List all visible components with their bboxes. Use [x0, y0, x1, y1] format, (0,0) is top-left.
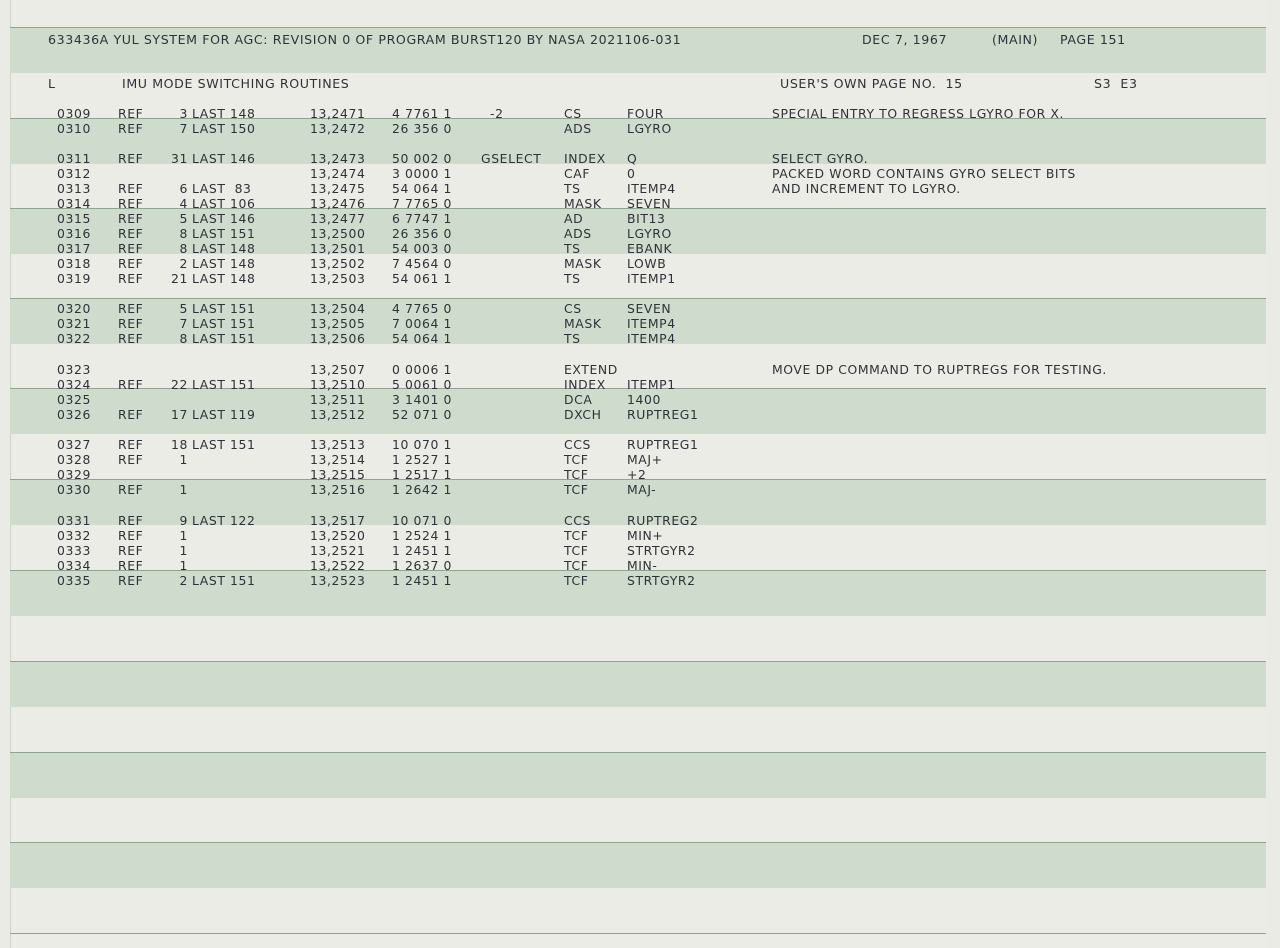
last-ref: LAST 151: [192, 331, 256, 346]
line-number: 0329: [57, 467, 91, 482]
octal-code: 54 064 1: [392, 181, 452, 196]
operand: LGYRO: [627, 226, 672, 241]
comment: PACKED WORD CONTAINS GYRO SELECT BITS: [772, 166, 1076, 181]
opcode: DCA: [564, 392, 593, 407]
ref-count: 18: [171, 437, 188, 452]
ref-count: 1: [179, 558, 188, 573]
line-number: 0310: [57, 121, 91, 136]
octal-code: 54 064 1: [392, 331, 452, 346]
ref-label: REF: [118, 377, 144, 392]
operand: FOUR: [627, 106, 664, 121]
opcode: TS: [564, 271, 581, 286]
operand: RUPTREG2: [627, 513, 699, 528]
line-number: 0326: [57, 407, 91, 422]
operand: RUPTREG1: [627, 437, 699, 452]
ref-label: REF: [118, 543, 144, 558]
operand: MAJ+: [627, 452, 663, 467]
octal-code: 3 1401 0: [392, 392, 452, 407]
ref-label: REF: [118, 407, 144, 422]
line-number: 0335: [57, 573, 91, 588]
address: 13,2471: [310, 106, 366, 121]
address: 13,2473: [310, 151, 366, 166]
subheader-title: IMU MODE SWITCHING ROUTINES: [122, 76, 350, 91]
last-ref: LAST 151: [192, 301, 256, 316]
opcode: TS: [564, 331, 581, 346]
printout-page: [10, 0, 1266, 948]
octal-code: 1 2527 1: [392, 452, 452, 467]
band-rule: [10, 933, 1266, 934]
ref-label: REF: [118, 226, 144, 241]
ref-count: 7: [179, 121, 188, 136]
line-number: 0313: [57, 181, 91, 196]
address: 13,2522: [310, 558, 366, 573]
opcode: TCF: [564, 528, 589, 543]
operand: BIT13: [627, 211, 666, 226]
address: 13,2477: [310, 211, 366, 226]
operand: EBANK: [627, 241, 673, 256]
last-ref: LAST 151: [192, 377, 256, 392]
ref-count: 1: [179, 482, 188, 497]
ref-count: 7: [179, 316, 188, 331]
ref-count: 1: [179, 528, 188, 543]
last-ref: LAST 148: [192, 241, 256, 256]
line-number: 0316: [57, 226, 91, 241]
octal-code: 10 071 0: [392, 513, 452, 528]
last-ref: LAST 150: [192, 121, 256, 136]
address: 13,2476: [310, 196, 366, 211]
green-band: [10, 842, 1266, 888]
ref-count: 2: [179, 256, 188, 271]
line-number: 0315: [57, 211, 91, 226]
opcode: MASK: [564, 316, 602, 331]
ref-count: 4: [179, 196, 188, 211]
address: 13,2521: [310, 543, 366, 558]
ref-label: REF: [118, 528, 144, 543]
last-ref: LAST 119: [192, 407, 256, 422]
octal-code: 52 071 0: [392, 407, 452, 422]
line-number: 0320: [57, 301, 91, 316]
address: 13,2500: [310, 226, 366, 241]
opcode: CAF: [564, 166, 591, 181]
ref-label: REF: [118, 106, 144, 121]
operand: SEVEN: [627, 196, 672, 211]
green-band: [10, 752, 1266, 798]
address: 13,2501: [310, 241, 366, 256]
operand: MIN-: [627, 558, 658, 573]
octal-code: 1 2517 1: [392, 467, 452, 482]
line-number: 0331: [57, 513, 91, 528]
ref-label: REF: [118, 316, 144, 331]
address: 13,2512: [310, 407, 366, 422]
ref-count: 8: [179, 241, 188, 256]
listing-date: DEC 7, 1967: [862, 32, 948, 47]
comment: MOVE DP COMMAND TO RUPTREGS FOR TESTING.: [772, 362, 1107, 377]
operand: +2: [627, 467, 647, 482]
operand: ITEMP1: [627, 377, 676, 392]
octal-code: 5 0061 0: [392, 377, 452, 392]
comment: SELECT GYRO.: [772, 151, 869, 166]
ref-count: 5: [179, 211, 188, 226]
address: 13,2507: [310, 362, 366, 377]
operand: STRTGYR2: [627, 573, 696, 588]
opcode: TCF: [564, 467, 589, 482]
line-number: 0333: [57, 543, 91, 558]
address: 13,2506: [310, 331, 366, 346]
octal-code: 7 4564 0: [392, 256, 452, 271]
ref-count: 2: [179, 573, 188, 588]
ref-label: REF: [118, 573, 144, 588]
ref-label: REF: [118, 558, 144, 573]
ref-count: 1: [179, 452, 188, 467]
line-number: 0324: [57, 377, 91, 392]
ref-label: REF: [118, 437, 144, 452]
octal-code: 0 0006 1: [392, 362, 452, 377]
operand: MAJ-: [627, 482, 657, 497]
ref-count: 31: [171, 151, 188, 166]
ref-label: REF: [118, 452, 144, 467]
line-number: 0311: [57, 151, 91, 166]
opcode: INDEX: [564, 377, 606, 392]
last-ref: LAST 146: [192, 211, 256, 226]
operand: ITEMP4: [627, 316, 676, 331]
address: 13,2514: [310, 452, 366, 467]
ref-count: 5: [179, 301, 188, 316]
line-number: 0318: [57, 256, 91, 271]
octal-code: 10 070 1: [392, 437, 452, 452]
address: 13,2515: [310, 467, 366, 482]
line-number: 0325: [57, 392, 91, 407]
opcode: MASK: [564, 196, 602, 211]
address: 13,2523: [310, 573, 366, 588]
octal-code: 50 002 0: [392, 151, 452, 166]
listing-section: (MAIN): [992, 32, 1039, 47]
last-ref: LAST 151: [192, 316, 256, 331]
last-ref: LAST 151: [192, 437, 256, 452]
last-ref: LAST 106: [192, 196, 256, 211]
ref-count: 8: [179, 331, 188, 346]
ref-count: 17: [171, 407, 188, 422]
address: 13,2510: [310, 377, 366, 392]
address: 13,2520: [310, 528, 366, 543]
opcode: INDEX: [564, 151, 606, 166]
line-number: 0334: [57, 558, 91, 573]
opcode: TS: [564, 181, 581, 196]
address: 13,2504: [310, 301, 366, 316]
octal-code: 1 2642 1: [392, 482, 452, 497]
octal-code: 54 061 1: [392, 271, 452, 286]
address: 13,2517: [310, 513, 366, 528]
opcode: TCF: [564, 482, 589, 497]
opcode: ADS: [564, 226, 592, 241]
line-number: 0327: [57, 437, 91, 452]
user-page-label: USER'S OWN PAGE NO. 15: [780, 76, 963, 91]
ref-label: REF: [118, 271, 144, 286]
line-number: 0317: [57, 241, 91, 256]
opcode: CS: [564, 301, 582, 316]
opcode: CCS: [564, 437, 591, 452]
ref-count: 6: [179, 181, 188, 196]
address: 13,2511: [310, 392, 366, 407]
ref-label: REF: [118, 256, 144, 271]
symbol-label: GSELECT: [481, 151, 542, 166]
line-number: 0321: [57, 316, 91, 331]
line-number: 0332: [57, 528, 91, 543]
octal-code: 4 7765 0: [392, 301, 452, 316]
listing-page: PAGE 151: [1060, 32, 1126, 47]
operand: LOWB: [627, 256, 667, 271]
comment: AND INCREMENT TO LGYRO.: [772, 181, 961, 196]
octal-code: 6 7747 1: [392, 211, 452, 226]
ref-label: REF: [118, 241, 144, 256]
address: 13,2502: [310, 256, 366, 271]
ref-count: 8: [179, 226, 188, 241]
operand: MIN+: [627, 528, 664, 543]
ref-label: REF: [118, 196, 144, 211]
line-number: 0309: [57, 106, 91, 121]
opcode: TCF: [564, 558, 589, 573]
opcode: CCS: [564, 513, 591, 528]
opcode: MASK: [564, 256, 602, 271]
last-ref: LAST 122: [192, 513, 256, 528]
address: 13,2475: [310, 181, 366, 196]
ref-label: REF: [118, 211, 144, 226]
operand: ITEMP1: [627, 271, 676, 286]
line-number: 0312: [57, 166, 91, 181]
octal-code: 3 0000 1: [392, 166, 452, 181]
address: 13,2505: [310, 316, 366, 331]
operand: ITEMP4: [627, 331, 676, 346]
ref-label: REF: [118, 181, 144, 196]
line-number: 0330: [57, 482, 91, 497]
line-number: 0323: [57, 362, 91, 377]
last-ref: LAST 151: [192, 226, 256, 241]
octal-code: 7 7765 0: [392, 196, 452, 211]
ref-label: REF: [118, 151, 144, 166]
line-number: 0328: [57, 452, 91, 467]
opcode: AD: [564, 211, 584, 226]
code-extra: -2: [490, 106, 504, 121]
ref-count: 1: [179, 543, 188, 558]
operand: Q: [627, 151, 638, 166]
address: 13,2503: [310, 271, 366, 286]
opcode: TCF: [564, 543, 589, 558]
octal-code: 1 2637 0: [392, 558, 452, 573]
last-ref: LAST 146: [192, 151, 256, 166]
address: 13,2513: [310, 437, 366, 452]
comment: SPECIAL ENTRY TO REGRESS LGYRO FOR X.: [772, 106, 1064, 121]
ref-count: 3: [179, 106, 188, 121]
operand: SEVEN: [627, 301, 672, 316]
octal-code: 1 2524 1: [392, 528, 452, 543]
octal-code: 4 7761 1: [392, 106, 452, 121]
subheader-code: L: [48, 76, 56, 91]
opcode: ADS: [564, 121, 592, 136]
last-ref: LAST 148: [192, 256, 256, 271]
octal-code: 26 356 0: [392, 226, 452, 241]
operand: LGYRO: [627, 121, 672, 136]
listing-title: 633436A YUL SYSTEM FOR AGC: REVISION 0 OF PROGRAM BURST120 BY NASA 2021106-031: [48, 32, 682, 47]
last-ref: LAST 148: [192, 271, 256, 286]
octal-code: 1 2451 1: [392, 543, 452, 558]
last-ref: LAST 151: [192, 573, 256, 588]
operand: STRTGYR2: [627, 543, 696, 558]
ref-label: REF: [118, 482, 144, 497]
octal-code: 54 003 0: [392, 241, 452, 256]
operand: RUPTREG1: [627, 407, 699, 422]
opcode: CS: [564, 106, 582, 121]
octal-code: 1 2451 1: [392, 573, 452, 588]
ref-count: 9: [179, 513, 188, 528]
address: 13,2474: [310, 166, 366, 181]
operand: ITEMP4: [627, 181, 676, 196]
line-number: 0322: [57, 331, 91, 346]
opcode: TS: [564, 241, 581, 256]
ref-count: 21: [171, 271, 188, 286]
ref-label: REF: [118, 331, 144, 346]
octal-code: 26 356 0: [392, 121, 452, 136]
ref-label: REF: [118, 513, 144, 528]
opcode: TCF: [564, 573, 589, 588]
ref-count: 22: [171, 377, 188, 392]
opcode: EXTEND: [564, 362, 618, 377]
last-ref: LAST 83: [192, 181, 252, 196]
address: 13,2516: [310, 482, 366, 497]
opcode: DXCH: [564, 407, 602, 422]
opcode: TCF: [564, 452, 589, 467]
address: 13,2472: [310, 121, 366, 136]
subheader-codes: S3 E3: [1094, 76, 1138, 91]
line-number: 0319: [57, 271, 91, 286]
ref-label: REF: [118, 301, 144, 316]
octal-code: 7 0064 1: [392, 316, 452, 331]
operand: 1400: [627, 392, 661, 407]
operand: 0: [627, 166, 636, 181]
last-ref: LAST 148: [192, 106, 256, 121]
green-band: [10, 661, 1266, 707]
line-number: 0314: [57, 196, 91, 211]
ref-label: REF: [118, 121, 144, 136]
